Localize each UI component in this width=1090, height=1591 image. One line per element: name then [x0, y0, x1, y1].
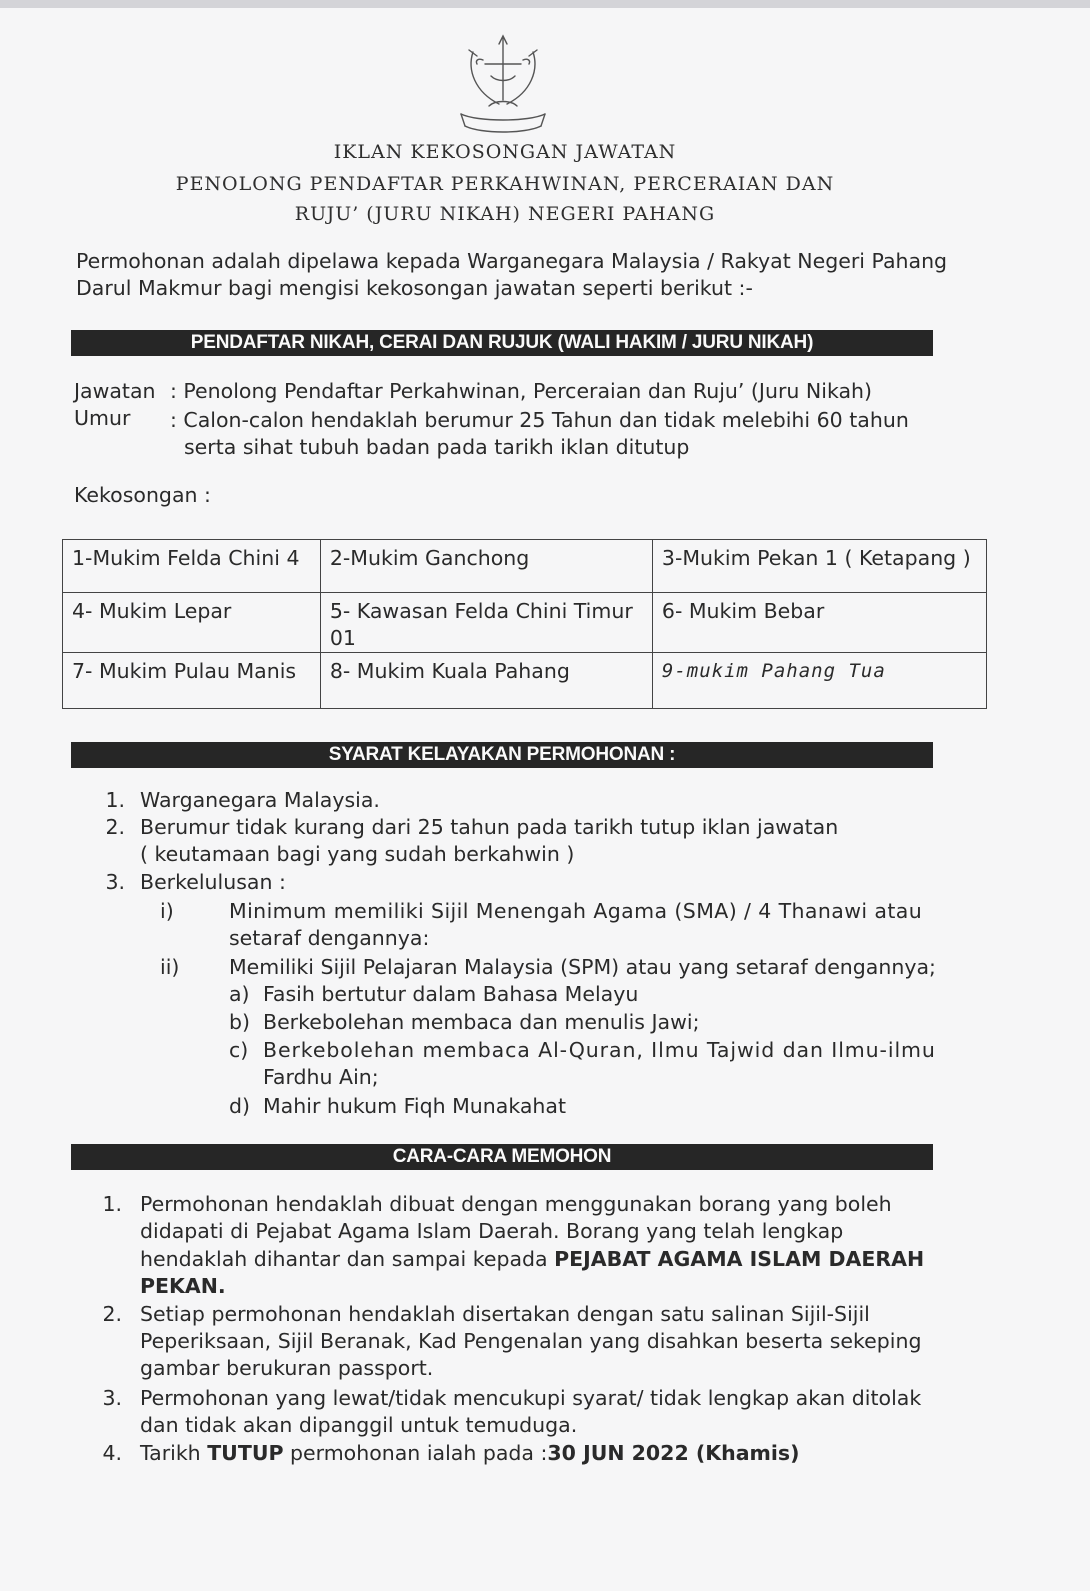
list-item-cont: gambar berukuran passport.: [140, 1356, 434, 1380]
office-name-bold-cont: PEKAN.: [140, 1274, 226, 1298]
vacancy-cell: 1-Mukim Felda Chini 4: [63, 540, 321, 593]
sub-sub-item: Fasih bertutur dalam Bahasa Melayu: [263, 982, 639, 1006]
list-number: 1.: [105, 788, 125, 812]
sub-sub-item-cont: Fardhu Ain;: [263, 1065, 379, 1089]
list-item: Berkelulusan :: [140, 870, 286, 894]
umur-value-line-2: serta sihat tubuh badan pada tarikh iklan ditutup: [184, 435, 690, 459]
section-header-syarat: SYARAT KELAYAKAN PERMOHONAN :: [71, 742, 933, 768]
list-number: 2.: [102, 1302, 122, 1326]
list-item: Permohonan yang lewat/tidak mencukupi syarat/ tidak lengkap akan ditolak: [140, 1386, 922, 1410]
text-span: hendaklah dihantar dan sampai kepada: [140, 1247, 555, 1271]
list-item-cont: didapati di Pejabat Agama Islam Daerah. Borang yang telah lengkap: [140, 1219, 844, 1243]
table-row: [63, 593, 987, 653]
list-item-cont: dan tidak akan dipanggil untuk temuduga.: [140, 1413, 578, 1437]
intro-line-1: Permohonan adalah dipelawa kepada Warganegara Malaysia / Rakyat Negeri Pahang: [76, 249, 948, 273]
table-row: [63, 540, 987, 593]
vacancy-table: [62, 539, 987, 709]
roman-numeral: ii): [160, 955, 180, 979]
sub-item-cont: setaraf dengannya:: [229, 926, 430, 950]
intro-line-2: Darul Makmur bagi mengisi kekosongan jawatan seperti berikut :-: [76, 276, 753, 300]
jawatan-label: Jawatan: [74, 379, 156, 403]
umur-value-line-1: : Calon-calon hendaklah berumur 25 Tahun dan tidak melebihi 60 tahun: [170, 408, 909, 432]
text-span: Tarikh: [140, 1441, 208, 1465]
list-item: Setiap permohonan hendaklah disertakan dengan satu salinan Sijil-Sijil: [140, 1302, 870, 1326]
section-header-cara: CARA-CARA MEMOHON: [71, 1144, 933, 1170]
roman-numeral: i): [160, 899, 174, 923]
vacancy-cell-handwritten: 9-mukim Pahang Tua: [652, 653, 986, 709]
closing-date-bold: 30 JUN 2022 (Khamis): [547, 1441, 800, 1465]
list-number: 4.: [102, 1441, 122, 1465]
office-name-bold: PEJABAT AGAMA ISLAM DAERAH: [554, 1247, 925, 1271]
sub-sub-item: Berkebolehan membaca Al-Quran, Ilmu Tajwid dan Ilmu-ilmu: [263, 1038, 936, 1062]
list-number: 3.: [105, 870, 125, 894]
vacancy-cell: 7- Mukim Pulau Manis: [63, 653, 321, 709]
section-header-pendaftar: PENDAFTAR NIKAH, CERAI DAN RUJUK (WALI HAKIM / JURU NIKAH): [71, 330, 933, 356]
kekosongan-label: Kekosongan :: [74, 483, 211, 507]
pahang-crest-icon: [455, 30, 551, 138]
title-line-2: PENOLONG PENDAFTAR PERKAHWINAN, PERCERAIAN DAN: [175, 173, 835, 195]
letter-marker: d): [229, 1094, 251, 1118]
list-item: Warganegara Malaysia.: [140, 788, 380, 812]
list-number: 2.: [105, 815, 125, 839]
list-item: Berumur tidak kurang dari 25 tahun pada tarikh tutup iklan jawatan: [140, 815, 839, 839]
vacancy-cell: 4- Mukim Lepar: [63, 593, 321, 653]
list-item: Permohonan hendaklah dibuat dengan menggunakan borang yang boleh: [140, 1192, 892, 1216]
vacancy-cell: 6- Mukim Bebar: [652, 593, 986, 653]
list-item-cont: Peperiksaan, Sijil Beranak, Kad Pengenalan yang disahkan beserta sekeping: [140, 1329, 922, 1353]
list-number: 3.: [102, 1386, 122, 1410]
vacancy-cell: 5- Kawasan Felda Chini Timur 01: [320, 593, 652, 653]
text-span: permohonan ialah pada :: [283, 1441, 548, 1465]
jawatan-value: : Penolong Pendaftar Perkahwinan, Perceraian dan Ruju’ (Juru Nikah): [170, 379, 873, 403]
vacancy-cell: 3-Mukim Pekan 1 ( Ketapang ): [652, 540, 986, 593]
vacancy-cell: 8- Mukim Kuala Pahang: [320, 653, 652, 709]
list-item: [140, 1440, 800, 1467]
sub-item: Memiliki Sijil Pelajaran Malaysia (SPM) atau yang setaraf dengannya;: [229, 955, 936, 979]
list-item-cont: [140, 1246, 924, 1273]
letter-marker: c): [229, 1038, 249, 1062]
title-line-1: IKLAN KEKOSONGAN JAWATAN: [333, 141, 677, 163]
letter-marker: b): [229, 1010, 251, 1034]
vacancy-cell: 2-Mukim Ganchong: [320, 540, 652, 593]
document-page: [0, 8, 1090, 1591]
sub-sub-item: Mahir hukum Fiqh Munakahat: [263, 1094, 567, 1118]
tutup-bold: TUTUP: [207, 1441, 284, 1465]
list-number: 1.: [102, 1192, 122, 1216]
title-line-3: RUJU’ (JURU NIKAH) NEGERI PAHANG: [294, 203, 716, 225]
table-row: [63, 653, 987, 709]
list-item-cont: ( keutamaan bagi yang sudah berkahwin ): [140, 842, 575, 866]
sub-item: Minimum memiliki Sijil Menengah Agama (SMA) / 4 Thanawi atau: [229, 899, 923, 923]
letter-marker: a): [229, 982, 250, 1006]
sub-sub-item: Berkebolehan membaca dan menulis Jawi;: [263, 1010, 700, 1034]
umur-label: Umur: [74, 406, 131, 430]
